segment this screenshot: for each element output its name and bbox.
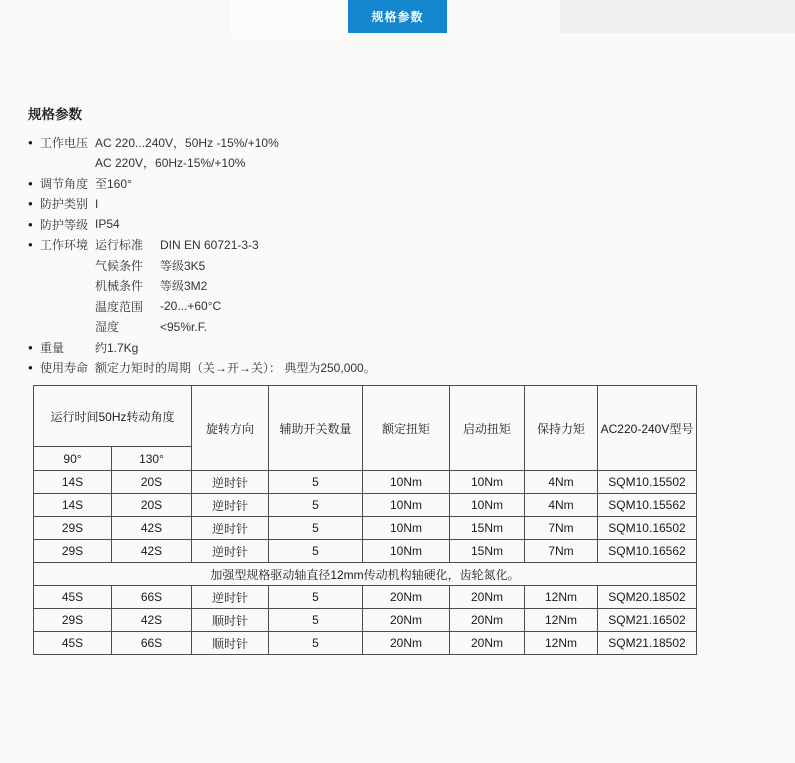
- spec-value: 至160°: [95, 176, 132, 191]
- table-cell: 10Nm: [450, 494, 525, 517]
- spec-value: -20...+60°C: [160, 299, 222, 314]
- spec-line: [28, 276, 795, 297]
- table-cell: 顺时针: [192, 609, 269, 632]
- table-cell: 4Nm: [525, 494, 598, 517]
- spec-line: [28, 255, 795, 276]
- spec-label: 防护等级: [40, 217, 89, 232]
- table-cell: 20S: [112, 471, 192, 494]
- col-header-runtime-angle: 运行时间50Hz转动角度: [34, 386, 192, 447]
- table-row: [34, 471, 697, 494]
- table-cell: 42S: [112, 609, 192, 632]
- table-cell: 4Nm: [525, 471, 598, 494]
- spec-value: 约1.7Kg: [95, 340, 139, 355]
- spec-line: [28, 358, 795, 379]
- table-cell: 15Nm: [450, 517, 525, 540]
- table-note-cell: 加强型规格驱动轴直径12mm传动机构轴硬化，齿轮氮化。: [34, 563, 697, 586]
- table-cell: 7Nm: [525, 517, 598, 540]
- table-cell: 42S: [112, 517, 192, 540]
- spec-value: 额定力矩时的周期（关→开→关）： 典型为250,000。: [95, 361, 376, 376]
- spec-label: 调节角度: [40, 176, 89, 191]
- spec-label: 使用寿命: [40, 361, 89, 376]
- table-cell: 29S: [34, 540, 112, 563]
- spec-value: AC 220V，60Hz-15%/+10%: [95, 156, 246, 171]
- table-cell: 5: [269, 517, 363, 540]
- section-heading: 规格参数: [28, 107, 82, 122]
- table-cell: 20Nm: [363, 586, 450, 609]
- table-cell: 5: [269, 471, 363, 494]
- col-header-rotation: 旋转方向: [192, 386, 269, 471]
- table-cell: 12Nm: [525, 632, 598, 655]
- table-cell: 14S: [34, 471, 112, 494]
- spec-line: [28, 296, 795, 317]
- spec-sublabel: 运行标准: [95, 238, 144, 253]
- tab-bar: [0, 0, 795, 33]
- table-row: [34, 586, 697, 609]
- table-cell: 10Nm: [450, 471, 525, 494]
- col-header-90deg: 90°: [34, 447, 112, 471]
- spec-line: [28, 132, 795, 153]
- spec-line: [28, 337, 795, 358]
- table-cell: 42S: [112, 540, 192, 563]
- spec-label: 工作环境: [40, 238, 89, 253]
- col-header-model: AC220-240V型号: [598, 386, 697, 471]
- tab-specifications[interactable]: 规格参数: [348, 0, 447, 33]
- bullet-icon: ●: [28, 178, 33, 188]
- table-cell: 10Nm: [363, 540, 450, 563]
- spec-line: [28, 173, 795, 194]
- table-cell: SQM10.16562: [598, 540, 697, 563]
- table-cell: SQM21.16502: [598, 609, 697, 632]
- table-cell: SQM10.15502: [598, 471, 697, 494]
- table-cell: 29S: [34, 517, 112, 540]
- table-cell: SQM10.16502: [598, 517, 697, 540]
- spec-line: [28, 194, 795, 215]
- table-cell: 29S: [34, 609, 112, 632]
- spec-list: [28, 132, 795, 378]
- spec-label: 防护类别: [40, 197, 89, 212]
- table-row: [34, 632, 697, 655]
- table-cell: 45S: [34, 586, 112, 609]
- table-cell: 5: [269, 540, 363, 563]
- col-header-holding-torque: 保持力矩: [525, 386, 598, 471]
- bullet-icon: ●: [28, 240, 33, 250]
- table-row: [34, 494, 697, 517]
- spec-value: IP54: [95, 217, 120, 232]
- spec-sublabel: 湿度: [95, 320, 120, 335]
- spec-value: <95%r.F.: [160, 319, 208, 334]
- table-cell: 7Nm: [525, 540, 598, 563]
- table-cell: SQM21.18502: [598, 632, 697, 655]
- bullet-icon: ●: [28, 219, 33, 229]
- table-cell: 20Nm: [450, 586, 525, 609]
- table-cell: 逆时针: [192, 586, 269, 609]
- table-cell: SQM20.18502: [598, 586, 697, 609]
- spec-value: 等级3K5: [160, 258, 206, 273]
- table-row: [34, 609, 697, 632]
- bullet-icon: ●: [28, 137, 33, 147]
- table-cell: 66S: [112, 632, 192, 655]
- spec-line: [28, 235, 795, 256]
- spec-value: I: [95, 196, 99, 211]
- table-cell: 20Nm: [363, 609, 450, 632]
- table-cell: 逆时针: [192, 540, 269, 563]
- bullet-icon: ●: [28, 363, 33, 373]
- spec-value: 等级3M2: [160, 279, 208, 294]
- spec-table: [33, 385, 697, 655]
- table-row: [34, 540, 697, 563]
- col-header-aux-switches: 辅助开关数量: [269, 386, 363, 471]
- spec-value: AC 220...240V，50Hz -15%/+10%: [95, 135, 279, 150]
- table-cell: 20S: [112, 494, 192, 517]
- main-content: [0, 103, 795, 655]
- table-cell: 5: [269, 586, 363, 609]
- table-cell: 20Nm: [450, 632, 525, 655]
- table-cell: 顺时针: [192, 632, 269, 655]
- table-cell: 逆时针: [192, 517, 269, 540]
- spec-sublabel: 温度范围: [95, 299, 144, 314]
- table-row: [34, 517, 697, 540]
- table-cell: 5: [269, 494, 363, 517]
- table-cell: 20Nm: [363, 632, 450, 655]
- table-cell: 5: [269, 609, 363, 632]
- table-cell: 10Nm: [363, 471, 450, 494]
- spec-line: [28, 153, 795, 174]
- spec-value: DIN EN 60721-3-3: [160, 237, 259, 252]
- table-cell: 20Nm: [450, 609, 525, 632]
- table-cell: 15Nm: [450, 540, 525, 563]
- table-cell: 10Nm: [363, 494, 450, 517]
- table-cell: 12Nm: [525, 586, 598, 609]
- table-cell: 逆时针: [192, 494, 269, 517]
- table-cell: 14S: [34, 494, 112, 517]
- col-header-130deg: 130°: [112, 447, 192, 471]
- table-cell: 45S: [34, 632, 112, 655]
- table-cell: 5: [269, 632, 363, 655]
- spec-line: [28, 214, 795, 235]
- table-cell: SQM10.15562: [598, 494, 697, 517]
- col-header-start-torque: 启动扭矩: [450, 386, 525, 471]
- bullet-icon: ●: [28, 199, 33, 209]
- spec-sublabel: 机械条件: [95, 279, 144, 294]
- table-note-row: [34, 563, 697, 586]
- table-cell: 逆时针: [192, 471, 269, 494]
- table-cell: 66S: [112, 586, 192, 609]
- table-cell: 10Nm: [363, 517, 450, 540]
- table-cell: 12Nm: [525, 609, 598, 632]
- spec-sublabel: 气候条件: [95, 258, 144, 273]
- bullet-icon: ●: [28, 342, 33, 352]
- spec-label: 重量: [40, 340, 65, 355]
- spec-line: [28, 317, 795, 338]
- spec-label: 工作电压: [40, 135, 89, 150]
- col-header-rated-torque: 额定扭矩: [363, 386, 450, 471]
